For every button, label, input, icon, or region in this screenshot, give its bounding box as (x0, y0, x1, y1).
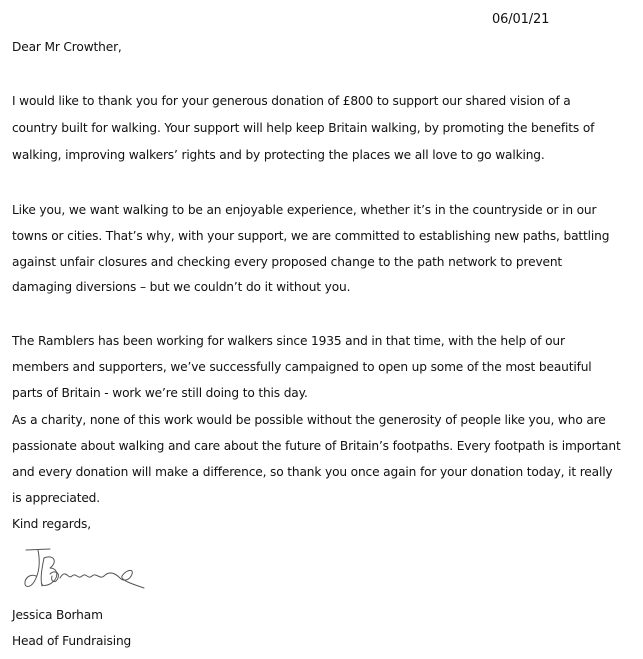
paragraph-line: is appreciated. (12, 491, 100, 505)
paragraph-line: Like you, we want walking to be an enjoyable experience, whether it’s in the countryside or in our (12, 203, 597, 217)
paragraph-line: against unfair closures and checking every proposed change to the path network to prevent (12, 255, 563, 269)
closing: Kind regards, (12, 517, 91, 531)
paragraph-line: The Ramblers has been working for walkers since 1935 and in that time, with the help of our (12, 334, 565, 348)
paragraph-line: towns or cities. That’s why, with your support, we are committed to establishing new paths, battling (12, 229, 610, 243)
paragraph-line: As a charity, none of this work would be possible without the generosity of people like you, who are (12, 413, 606, 427)
letter-date: 06/01/21 (492, 12, 550, 27)
paragraph-line: damaging diversions – but we couldn’t do it without you. (12, 280, 351, 294)
paragraph-line: members and supporters, we’ve successfully campaigned to open up some of the most beautiful (12, 360, 592, 374)
signatory-name: Jessica Borham (12, 608, 103, 622)
paragraph-line: walking, improving walkers’ rights and by protecting the places we all love to go walking. (12, 148, 545, 162)
paragraph-line: passionate about walking and care about the future of Britain’s footpaths. Every footpath is important (12, 439, 621, 453)
paragraph-line: country built for walking. Your support will help keep Britain walking, by promoting the benefits of (12, 121, 595, 135)
salutation: Dear Mr Crowther, (12, 40, 122, 54)
signatory-title: Head of Fundraising (12, 634, 132, 648)
paragraph-line: I would like to thank you for your generous donation of £800 to support our shared vision of a (12, 94, 571, 108)
handwritten-signature (20, 546, 155, 594)
paragraph-line: and every donation will make a difference, so thank you once again for your donation today, it really (12, 465, 613, 479)
paragraph-line: parts of Britain - work we’re still doing to this day. (12, 386, 308, 400)
